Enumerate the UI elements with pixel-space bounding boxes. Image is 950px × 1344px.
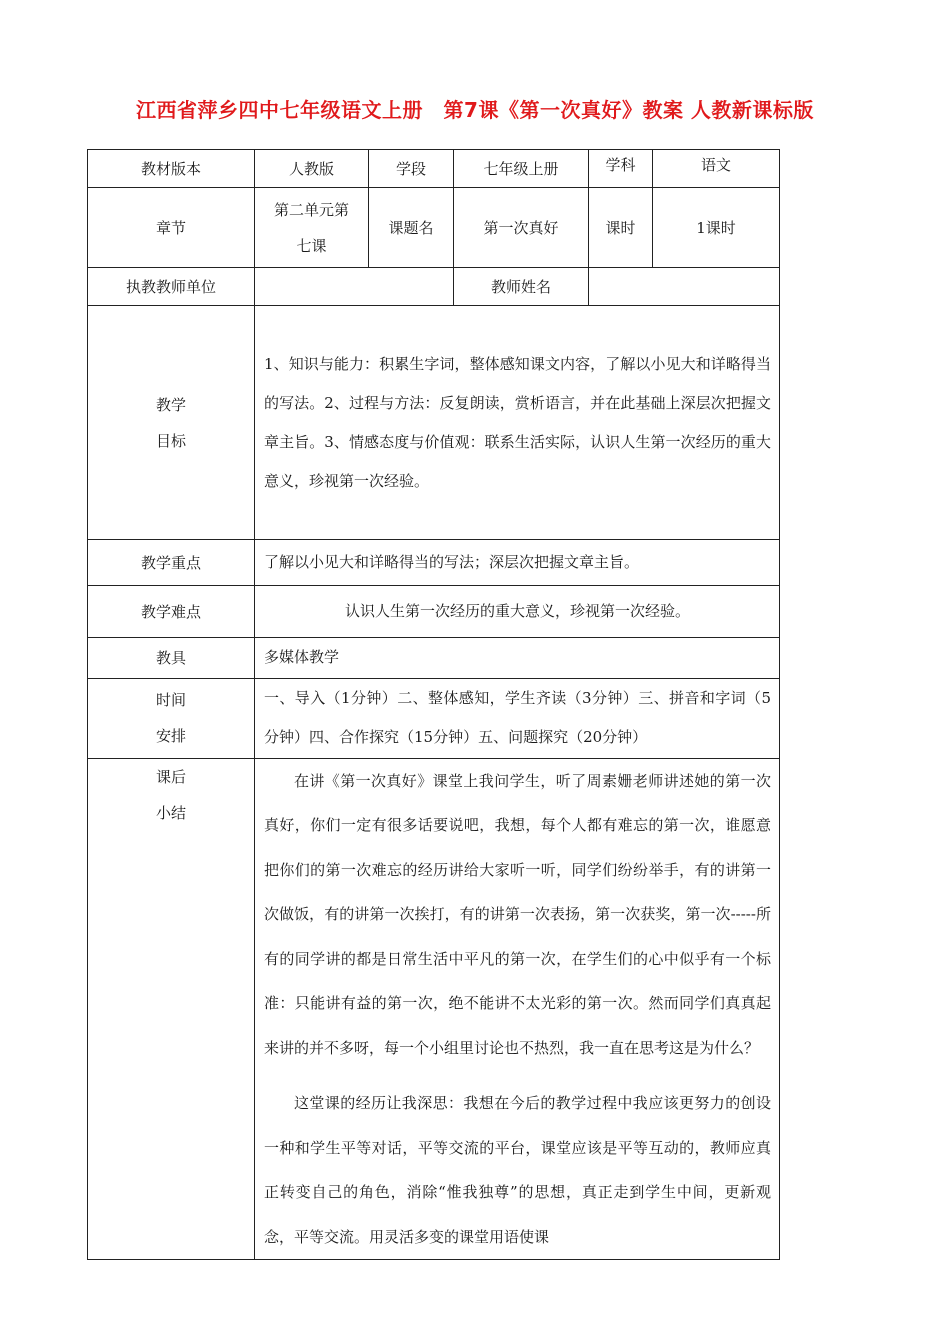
table-row-key-points bbox=[88, 540, 780, 586]
textbook-value: 人教版 bbox=[255, 150, 369, 188]
subject-value: 语文 bbox=[653, 150, 780, 188]
summary-text bbox=[255, 758, 780, 1260]
difficulties-text: 认识人生第一次经历的重大意义，珍视第一次经验。 bbox=[255, 586, 780, 638]
table-row-teacher bbox=[88, 268, 780, 306]
table-row-difficulties bbox=[88, 586, 780, 638]
table-row-chapter bbox=[88, 188, 780, 268]
schedule-label-line2: 安排 bbox=[155, 727, 186, 745]
chapter-value bbox=[255, 188, 369, 268]
summary-label bbox=[88, 758, 255, 1260]
subject-label: 学科 bbox=[589, 150, 653, 188]
lesson-name-label: 课题名 bbox=[369, 188, 454, 268]
goals-label-line1: 教学 bbox=[155, 395, 186, 414]
chapter-value-line1: 第二单元第 bbox=[273, 200, 349, 219]
tools-text: 多媒体教学 bbox=[255, 638, 780, 679]
teacher-name-label: 教师姓名 bbox=[454, 268, 589, 306]
table-row-textbook bbox=[88, 150, 780, 188]
schedule-label-line1: 时间 bbox=[155, 691, 186, 709]
chapter-value-line2: 七课 bbox=[296, 236, 327, 255]
table-row-schedule bbox=[88, 678, 780, 758]
hours-value: 1课时 bbox=[653, 188, 780, 268]
lesson-plan-table bbox=[87, 149, 780, 1260]
textbook-label: 教材版本 bbox=[88, 150, 255, 188]
summary-paragraph-2: 这堂课的经历让我深思：我想在今后的教学过程中我应该更努力的创设一种和学生平等对话，平等交流的平台，课堂应该是平等互动的，教师应真正转变自己的角色，消除“惟我独尊”的思想，真正走到学生中间，更新观念，平等交流。用灵活多变的课堂用语使课 bbox=[264, 1094, 771, 1246]
summary-label-line1: 课后 bbox=[155, 767, 186, 786]
teacher-unit-value bbox=[255, 268, 454, 306]
teacher-unit-label: 执教教师单位 bbox=[88, 268, 255, 306]
document-title: 江西省萍乡四中七年级语文上册 第7课《第一次真好》教案 人教新课标版 bbox=[136, 98, 814, 122]
hours-label: 课时 bbox=[589, 188, 653, 268]
schedule-text: 一、导入（1分钟）二、整体感知，学生齐读（3分钟）三、拼音和字词（5分钟）四、合作探究（15分钟）五、问题探究（20分钟） bbox=[255, 678, 780, 758]
chapter-label: 章节 bbox=[88, 188, 255, 268]
goals-label bbox=[88, 306, 255, 540]
goals-label-line2: 目标 bbox=[155, 431, 186, 450]
teacher-name-value bbox=[589, 268, 780, 306]
tools-label: 教具 bbox=[88, 638, 255, 679]
summary-paragraph-1: 在讲《第一次真好》课堂上我问学生，听了周素姗老师讲述她的第一次真好，你们一定有很多话要说吧，我想，每个人都有难忘的第一次，谁愿意把你们的第一次难忘的经历讲给大家听一听，同学们纷纷举手，有的讲第一次做饭，有的讲第一次挨打，有的讲第一次表扬，第一次获奖，第一次-----所有的同学讲的都是日常生活中平凡的第一次，在学生们的心中似乎有一个标准：只能讲有益的第一次，绝不能讲不太光彩的第一次。然而同学们真真起来讲的并不多呀，每一个小组里讨论也不热烈，我一直在思考这是为什么？ bbox=[264, 771, 771, 1057]
difficulties-label: 教学难点 bbox=[88, 586, 255, 638]
lesson-name-value: 第一次真好 bbox=[454, 188, 589, 268]
stage-label: 学段 bbox=[369, 150, 454, 188]
key-points-text: 了解以小见大和详略得当的写法；深层次把握文章主旨。 bbox=[255, 540, 780, 586]
table-row-summary bbox=[88, 758, 780, 1260]
summary-label-line2: 小结 bbox=[155, 803, 186, 822]
goals-text: 1、知识与能力：积累生字词，整体感知课文内容，了解以小见大和详略得当的写法。2、过程与方法：反复朗读，赏析语言，并在此基础上深层次把握文章主旨。3、情感态度与价值观：联系生活实际，认识人生第一次经历的重大意义，珍视第一次经验。 bbox=[255, 306, 780, 540]
table-row-tools bbox=[88, 638, 780, 679]
stage-value: 七年级上册 bbox=[454, 150, 589, 188]
schedule-label bbox=[88, 678, 255, 758]
table-row-goals bbox=[88, 306, 780, 540]
key-points-label: 教学重点 bbox=[88, 540, 255, 586]
